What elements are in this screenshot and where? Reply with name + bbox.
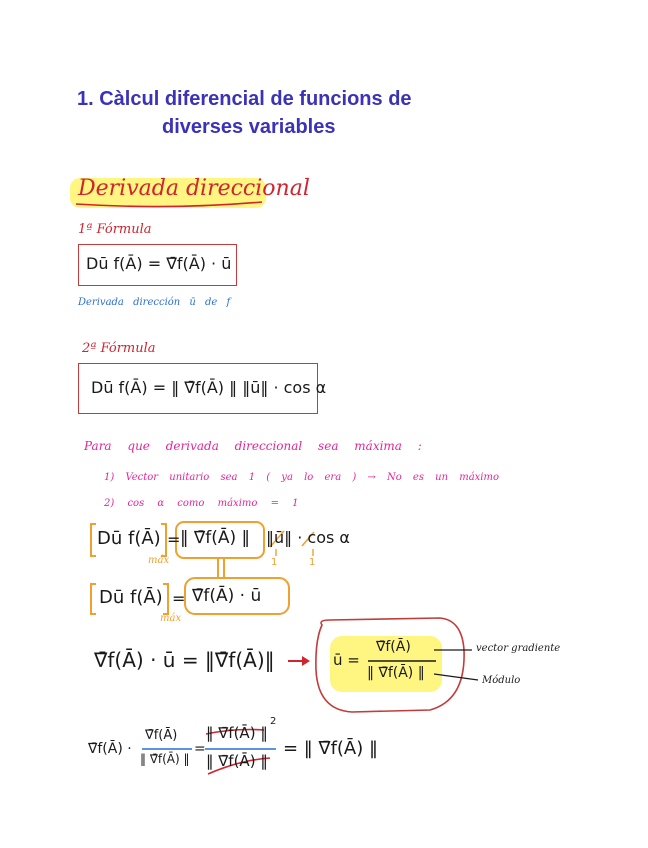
- derivation-line3: ∇̄f(Ā) · ū = ‖∇̄f(Ā)‖: [94, 648, 275, 672]
- condition-item-1: 1) Vector unitario sea 1 ( ya lo era ) → No es un máximo: [104, 472, 499, 483]
- final-lhs: ∇̄f(Ā) ·: [88, 741, 132, 757]
- derivation-one-b: 1: [309, 557, 316, 568]
- final-exponent: 2: [270, 716, 277, 727]
- formula2-label: 2ª Fórmula: [82, 341, 156, 356]
- section-heading: Derivada direccional: [78, 176, 310, 201]
- derivation-line1-lhs: Dū f(Ā): [97, 528, 161, 549]
- u-denominator: ‖ ∇̄f(Ā) ‖: [367, 665, 425, 681]
- condition-item-2: 2) cos α como máximo = 1: [104, 498, 299, 509]
- page-title-line2: diverses variables: [162, 116, 336, 138]
- u-numerator: ∇̄f(Ā): [376, 639, 411, 655]
- formula1-label: 1ª Fórmula: [78, 222, 152, 237]
- derivation-line2-lhs: Dū f(Ā): [99, 587, 163, 608]
- derivation-max-label-1: máx: [148, 555, 170, 566]
- final-frac2-num: ‖ ∇̄f(Ā) ‖: [206, 724, 268, 742]
- derivation-max-label-2: máx: [160, 613, 182, 624]
- derivation-one-a: 1: [271, 557, 278, 568]
- final-frac2-den: ‖ ∇̄f(Ā) ‖: [206, 752, 268, 770]
- derivation-line1-mid: ‖ ∇̄f(Ā) ‖: [180, 528, 251, 548]
- annot-gradient: vector gradiente: [476, 643, 561, 654]
- final-rhs: = ‖ ∇̄f(Ā) ‖: [283, 738, 378, 759]
- page-title-line1: 1. Càlcul diferencial de funcions de: [77, 88, 412, 110]
- condition-heading: Para que derivada direccional sea máxima :: [84, 439, 422, 453]
- formula1-note: Derivada dirección ū de f: [78, 297, 231, 308]
- annot-modulo: Módulo: [482, 675, 521, 686]
- derivation-line1-rest: ‖ū‖ · cos α: [266, 528, 350, 547]
- formula1-expression: Dū f(Ā) = ∇̄f(Ā) · ū: [86, 254, 232, 273]
- final-frac1-den: ‖ ∇̄f(Ā) ‖: [140, 752, 190, 766]
- derivation-line2-rhs: ∇̄f(Ā) · ū: [192, 586, 262, 606]
- formula2-expression: Dū f(Ā) = ‖ ∇̄f(Ā) ‖ ‖ū‖ · cos α: [91, 378, 327, 397]
- u-lhs: ū =: [333, 651, 360, 669]
- final-frac1-num: ∇̄f(Ā): [145, 728, 178, 743]
